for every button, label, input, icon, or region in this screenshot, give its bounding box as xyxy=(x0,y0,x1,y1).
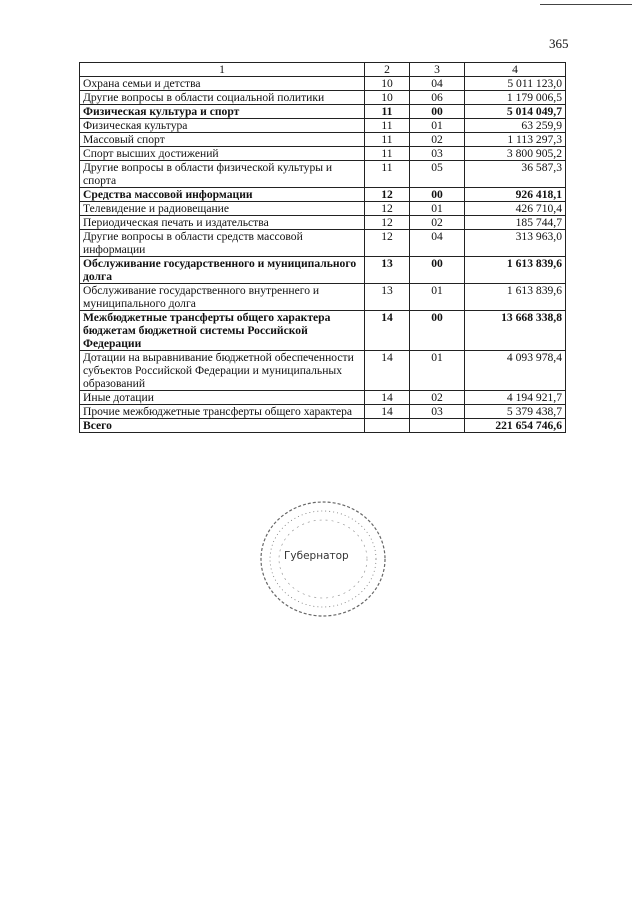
table-row xyxy=(80,405,566,419)
cell-amount: 1 613 839,6 xyxy=(465,257,566,284)
cell-amount: 313 963,0 xyxy=(465,230,566,257)
cell-name: Прочие межбюджетные трансферты общего характера xyxy=(80,405,365,419)
cell-subsection xyxy=(410,419,465,433)
cell-name: Другие вопросы в области социальной политики xyxy=(80,91,365,105)
cell-name: Межбюджетные трансферты общего характера бюджетам бюджетной системы Российской Федерации xyxy=(80,311,365,351)
table-row xyxy=(80,161,566,188)
cell-name: Периодическая печать и издательства xyxy=(80,216,365,230)
cell-amount: 1 179 006,5 xyxy=(465,91,566,105)
cell-section: 10 xyxy=(365,77,410,91)
cell-name: Средства массовой информации xyxy=(80,188,365,202)
cell-section xyxy=(365,419,410,433)
cell-subsection: 02 xyxy=(410,133,465,147)
table-row xyxy=(80,419,566,433)
cell-amount: 3 800 905,2 xyxy=(465,147,566,161)
cell-name: Дотации на выравнивание бюджетной обеспеченности субъектов Российской Федерации и муниципальных образований xyxy=(80,351,365,391)
cell-subsection: 05 xyxy=(410,161,465,188)
cell-amount: 1 613 839,6 xyxy=(465,284,566,311)
cell-subsection: 00 xyxy=(410,257,465,284)
top-rule xyxy=(540,4,632,5)
cell-name: Обслуживание государственного внутреннего и муниципального долга xyxy=(80,284,365,311)
cell-subsection: 01 xyxy=(410,202,465,216)
cell-subsection: 04 xyxy=(410,77,465,91)
cell-name: Иные дотации xyxy=(80,391,365,405)
cell-subsection: 00 xyxy=(410,105,465,119)
table-row xyxy=(80,119,566,133)
header-col-1: 1 xyxy=(80,63,365,77)
cell-name: Физическая культура xyxy=(80,119,365,133)
cell-amount: 63 259,9 xyxy=(465,119,566,133)
cell-section: 12 xyxy=(365,216,410,230)
table-row xyxy=(80,91,566,105)
table-row xyxy=(80,230,566,257)
cell-amount: 5 014 049,7 xyxy=(465,105,566,119)
seal-label: Губернатор xyxy=(284,550,349,562)
cell-section: 14 xyxy=(365,391,410,405)
table-header-row xyxy=(80,63,566,77)
cell-name: Физическая культура и спорт xyxy=(80,105,365,119)
page-number: 365 xyxy=(549,36,569,51)
cell-name: Телевидение и радиовещание xyxy=(80,202,365,216)
cell-section: 14 xyxy=(365,311,410,351)
cell-name: Другие вопросы в области физической культуры и спорта xyxy=(80,161,365,188)
cell-subsection: 02 xyxy=(410,391,465,405)
cell-section: 14 xyxy=(365,405,410,419)
table-body xyxy=(80,77,566,433)
cell-section: 11 xyxy=(365,119,410,133)
cell-subsection: 02 xyxy=(410,216,465,230)
cell-section: 12 xyxy=(365,188,410,202)
table-row xyxy=(80,105,566,119)
table-row xyxy=(80,257,566,284)
cell-section: 10 xyxy=(365,91,410,105)
cell-amount: 4 093 978,4 xyxy=(465,351,566,391)
table-row xyxy=(80,311,566,351)
cell-subsection: 04 xyxy=(410,230,465,257)
table-row xyxy=(80,351,566,391)
cell-section: 11 xyxy=(365,161,410,188)
cell-subsection: 01 xyxy=(410,351,465,391)
cell-name: Другие вопросы в области средств массовой информации xyxy=(80,230,365,257)
cell-subsection: 00 xyxy=(410,188,465,202)
header-col-2: 2 xyxy=(365,63,410,77)
table-row xyxy=(80,188,566,202)
cell-name: Всего xyxy=(80,419,365,433)
cell-subsection: 01 xyxy=(410,119,465,133)
cell-section: 13 xyxy=(365,284,410,311)
table-row xyxy=(80,391,566,405)
cell-section: 14 xyxy=(365,351,410,391)
cell-amount: 5 379 438,7 xyxy=(465,405,566,419)
table-row xyxy=(80,77,566,91)
cell-amount: 426 710,4 xyxy=(465,202,566,216)
cell-amount: 5 011 123,0 xyxy=(465,77,566,91)
cell-subsection: 06 xyxy=(410,91,465,105)
table-row xyxy=(80,216,566,230)
cell-amount: 13 668 338,8 xyxy=(465,311,566,351)
cell-name: Обслуживание государственного и муниципального долга xyxy=(80,257,365,284)
cell-name: Охрана семьи и детства xyxy=(80,77,365,91)
cell-amount: 36 587,3 xyxy=(465,161,566,188)
cell-name: Массовый спорт xyxy=(80,133,365,147)
cell-name: Спорт высших достижений xyxy=(80,147,365,161)
cell-amount: 4 194 921,7 xyxy=(465,391,566,405)
cell-section: 11 xyxy=(365,105,410,119)
header-col-4: 4 xyxy=(465,63,566,77)
table-row xyxy=(80,202,566,216)
cell-subsection: 03 xyxy=(410,405,465,419)
cell-section: 12 xyxy=(365,230,410,257)
header-col-3: 3 xyxy=(410,63,465,77)
cell-subsection: 03 xyxy=(410,147,465,161)
cell-amount: 926 418,1 xyxy=(465,188,566,202)
cell-subsection: 00 xyxy=(410,311,465,351)
cell-subsection: 01 xyxy=(410,284,465,311)
cell-section: 11 xyxy=(365,147,410,161)
cell-amount: 185 744,7 xyxy=(465,216,566,230)
cell-section: 13 xyxy=(365,257,410,284)
budget-table xyxy=(79,62,566,433)
cell-amount: 221 654 746,6 xyxy=(465,419,566,433)
table-row xyxy=(80,147,566,161)
cell-section: 12 xyxy=(365,202,410,216)
cell-section: 11 xyxy=(365,133,410,147)
table-row xyxy=(80,284,566,311)
cell-amount: 1 113 297,3 xyxy=(465,133,566,147)
table-row xyxy=(80,133,566,147)
